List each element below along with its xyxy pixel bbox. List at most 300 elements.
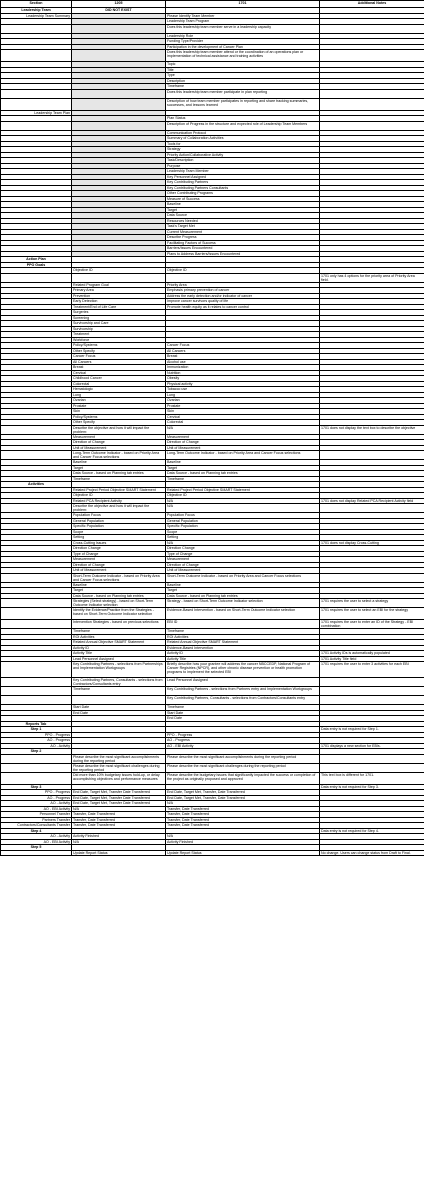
notes-cell: 1701 does not display Cross-Cutting [320,540,424,546]
table-row [1,763,424,772]
col-1701-cell: Key Contributing Partners - selections from Partners entry and Implementation Workgroups [166,687,320,696]
col-1205-cell: Identify the Evidence/Practice from the Strategies - based on Short-Term Outcome Indicator selection [72,608,166,620]
section-cell: Step 2 [1,749,72,755]
col-1205-cell: Colorectal [72,381,166,387]
col-1701-cell: Leadership Role [166,33,320,39]
notes-cell: 1701 Activity IDs is automatically populated [320,651,424,657]
col-1701-cell: Obesity [166,376,320,382]
col-1701-cell: Summary of Collaboration Activities [166,136,320,142]
section-cell: Step 1 [1,727,72,733]
section-cell: AO - Progress [1,738,72,744]
col-1205-cell: Prostate [72,403,166,409]
notes-cell [320,687,424,696]
section-cell: Action Plan [1,257,72,263]
col-1205-cell: Unit of Measurement [72,568,166,574]
col-1701-cell: Key Personnel Assigned [166,174,320,180]
column-header-section: Section [1,1,72,8]
section-cell: PPO Goals [1,262,72,268]
col-1701-cell: Measurement [166,434,320,440]
table-row [1,620,424,629]
col-1701-cell: Direction of Change [166,440,320,446]
col-1205-cell: Describe the objective and how it will impact the problem: [72,425,166,434]
notes-cell: Data entry is not required for Step 3. [320,784,424,790]
section-cell [1,754,72,763]
notes-cell [320,24,424,33]
col-1205-cell: N/A [72,839,166,845]
col-1701-cell: Activity Title [166,656,320,662]
col-1205-cell: Short-Term Outcome Indicator - based on Priority Area and Cancer Focus selections [72,573,166,582]
header-row [1,1,424,8]
col-1701-cell: Key Contributing Partners [166,180,320,186]
col-1205-cell: ROI Activities [72,634,166,640]
section-cell [1,425,72,434]
section-cell: Contractors/Consultants Transfer [1,823,72,829]
col-1701-cell: Task's Target Met [166,224,320,230]
col-1205-cell: Did more than 10% budgetary issues hold-up, or delay accomplishing objectives and performance measures [72,772,166,784]
notes-cell: 1701 requires the user to enter 3 activities for each EBI [320,662,424,678]
col-1205-cell: Workforce [72,337,166,343]
col-1701-cell: Title [166,67,320,73]
col-1701-cell: Nutrition [166,370,320,376]
notes-cell: 1701 requires the user to select an EBI for the strategy [320,608,424,620]
col-1205-cell: DID NOT EXIST [72,8,166,14]
col-1701-cell: End Date, Target Met, Transfer, Date Transferred [166,795,320,801]
notes-cell [320,573,424,582]
col-1701-cell: Please describe the budgetary issues that significantly impacted the success or completion of the project as originally proposed and approved [166,772,320,784]
col-1701-cell: Promote health equity as it relates to cancer control [166,304,320,310]
col-1205-cell: General Population [72,518,166,524]
col-1701-cell: Scope [166,529,320,535]
col-1205-cell: Transfer, Date Transferred [72,817,166,823]
col-1701-cell: Cervical [166,414,320,420]
col-1701-cell: ROI Activities [166,634,320,640]
notes-cell [320,451,424,460]
col-1701-cell: All Cancers [166,348,320,354]
col-1701-cell: Strategy - based on Short-Term Outcome Indicator selection [166,599,320,608]
col-1701-cell: Current Measurement [166,229,320,235]
col-1701-cell: Strategy [166,147,320,153]
col-1701-cell: N/A [166,498,320,504]
col-1701-cell: Purpose [166,163,320,169]
col-1701-cell: Improve cancer survivors quality of life [166,299,320,305]
col-1701-cell: Data Source [166,213,320,219]
table-row [1,98,424,110]
table-row [1,772,424,784]
col-1205-cell: Objective ID [72,493,166,499]
notes-cell: 1701 requires the user to enter an ID of the Strategy - EBI combination [320,620,424,629]
col-1701-cell: Cancer Focus [166,343,320,349]
col-1701-cell: N/A [166,834,320,840]
col-1205-cell: Unit of Measurement [72,445,166,451]
notes-cell: 1701 Activity Title field [320,656,424,662]
section-cell: Leadership Team [1,8,72,14]
col-1701-cell: Transfer, Date Transferred [166,812,320,818]
section-cell: AO - EBI Activity [1,839,72,845]
section-cell [1,696,72,705]
col-1701-cell: Communication Protocol [166,130,320,136]
col-1205-cell: Other Specify [72,348,166,354]
col-1205-cell: Update Report Status [72,850,166,856]
table-row [1,425,424,434]
section-cell: Personnel Transfer [1,812,72,818]
col-1701-cell: Breast [166,354,320,360]
column-header-notes: Additional Notes [320,1,424,8]
col-1701-cell: AO - EBI Activity [166,743,320,749]
col-1701-cell: Timeframe [166,84,320,90]
table-row [1,754,424,763]
col-1205-cell: Data Source - based on Planning tab entries [72,593,166,599]
col-1701-cell: Task/Description [166,158,320,164]
table-row [1,504,424,513]
col-1701-cell: Emphasis primary prevention of cancer [166,288,320,294]
col-1701-cell: Other Contributing Programs [166,191,320,197]
col-1701-cell: Baseline [166,202,320,208]
col-1205-cell: Target [72,465,166,471]
table-row [1,678,424,687]
notes-cell: 1701 does not display the text box to describe the objective [320,425,424,434]
section-cell [1,50,72,62]
col-1205-cell: Strategies (Select strategy) - based on Short-Term Outcome Indicator selection [72,599,166,608]
col-1701-cell: Evidence-Based Intervention [166,645,320,651]
col-1701-cell: End Date [166,716,320,722]
col-1701-cell: Objective ID [166,268,320,274]
notes-cell [320,696,424,705]
col-1701-cell: Please Identify Team Member [166,13,320,19]
notes-cell [320,89,424,98]
col-1205-cell: Timeframe [72,629,166,635]
col-1701-cell: Please describe the most significant accomplishments during the reporting period [166,754,320,763]
section-cell: Leadership Team Plan [1,110,72,116]
section-cell [1,620,72,629]
col-1205-cell: Target [72,588,166,594]
col-1701-cell: N/A [166,504,320,513]
col-1205-cell: All Cancers [72,359,166,365]
col-1205-cell: Type of Change [72,551,166,557]
col-1701-cell: Description of Progress in the structure and expected role of Leadership Team Members [166,121,320,130]
col-1701-cell: Direction Change [166,546,320,552]
table-row [1,50,424,62]
section-cell: Reports Tab [1,721,72,727]
col-1701-cell: Facilitating Factors of Success [166,240,320,246]
col-1701-cell: Key Contributing Partners Consultants [166,185,320,191]
col-1205-cell: Treatment [72,332,166,338]
section-cell: Activities [1,482,72,488]
col-1701-cell: Unit of Measurement [166,568,320,574]
section-cell: Partners Transfer [1,817,72,823]
col-1205-cell: Related PCA Recipient Activity [72,498,166,504]
notes-cell [320,98,424,110]
notes-cell: 1701 only has 4 options for the priority area of Priority Area field. [320,273,424,282]
col-1205-cell: Key Contributing Partners - selections from Partnerships and Implementation Workgroups [72,662,166,678]
col-1205-cell: Specific Population [72,524,166,530]
section-cell [1,273,72,282]
col-1205-cell: Activity ID [72,645,166,651]
column-header-1205: 1205 [72,1,166,8]
col-1701-cell: Baseline [166,582,320,588]
col-1701-cell: Long-Term Outcome Indicator - based on Priority Area and Cancer Focus selections [166,451,320,460]
col-1701-cell: Setting [166,535,320,541]
col-1205-cell: Intervention Strategies - based on previous selections [72,620,166,629]
notes-cell: 1701 does not display Related PCA Recipient Activity field [320,498,424,504]
notes-cell [320,504,424,513]
col-1701-cell: Description [166,78,320,84]
col-1701-cell: Plans to Address Barriers/Issues Encountered [166,251,320,257]
section-cell [1,573,72,582]
col-1701-cell: General Population [166,518,320,524]
section-cell: Step 4 [1,828,72,834]
notes-cell: 1701 requires the user to select a strategy [320,599,424,608]
table-row [1,850,424,856]
col-1701-cell: Skin [166,409,320,415]
section-cell: PPO - Progress [1,790,72,796]
col-1701-cell: Lung [166,392,320,398]
section-cell: AO - Activity [1,801,72,807]
col-1205-cell: Surgeries [72,310,166,316]
col-1701-cell: PPO - Progress [166,732,320,738]
col-1701-cell: Transfer, Date Transferred [166,806,320,812]
section-cell [1,504,72,513]
col-1205-cell: End Date, Target Met, Transfer Date Transferred [72,801,166,807]
section-cell: AO - Progress [1,795,72,801]
col-1205-cell: Screening [72,315,166,321]
section-cell [1,662,72,678]
notes-cell [320,50,424,62]
col-1205-cell: Timeframe [72,687,166,696]
col-1205-cell: Transfer, Date Transferred [72,823,166,829]
notes-cell: No change. Users can change status from Draft to Final. [320,850,424,856]
section-cell: AO - Activity [1,834,72,840]
col-1205-cell: Lead Personnel Assigned [72,656,166,662]
col-1701-cell: Physical activity [166,381,320,387]
col-1205-cell: Key Contributing Partners, Consultants - selections from Contractors/Consultants entry [72,678,166,687]
col-1701-cell: Immunization [166,365,320,371]
col-1205-cell [72,89,166,98]
col-1701-cell: Evidence-Based Intervention - based on Short-Term Outcome Indicator selection [166,608,320,620]
section-cell: AO - Activity [1,743,72,749]
col-1205-cell: Setting [72,535,166,541]
col-1205-cell: Treatment/End of Life Care [72,304,166,310]
col-1205-cell: Early Detection [72,299,166,305]
col-1701-cell: Address the early detection and/or indicator of cancer [166,293,320,299]
col-1205-cell: Transfer, Date Transferred [72,812,166,818]
col-1701-cell: N/A [166,540,320,546]
table-row [1,573,424,582]
col-1701-cell: Timeframe [166,476,320,482]
section-cell [1,772,72,784]
col-1205-cell: Lung [72,392,166,398]
col-1205-cell [72,273,166,282]
col-1205-cell: Direction of Change [72,440,166,446]
section-cell [1,599,72,608]
col-1205-cell: Other Specify [72,420,166,426]
col-1205-cell [72,24,166,33]
table-row [1,24,424,33]
notes-cell [320,763,424,772]
col-1205-cell: End Date, Target Met, Transfer Date Transferred [72,790,166,796]
col-1205-cell: Direction Change [72,546,166,552]
section-cell: PPO - Progress [1,732,72,738]
notes-cell [320,121,424,130]
col-1701-cell: AO - Progress [166,738,320,744]
col-1205-cell: Related Annual Objective SMART Statement [72,640,166,646]
notes-cell: This text box is different for 1701. [320,772,424,784]
col-1701-cell: Activity Finished [166,839,320,845]
col-1701-cell: Alcohol use [166,359,320,365]
col-1205-cell: Data Source - based on Planning tab entries [72,471,166,477]
col-1701-cell: Prostate [166,403,320,409]
col-1205-cell: End Date [72,710,166,716]
table-row [1,89,424,98]
col-1701-cell: Leadership Team Program [166,19,320,25]
col-1205-cell: Cancer Focus [72,354,166,360]
section-cell: AO - EBI Activity [1,806,72,812]
col-1701-cell: Type of Change [166,551,320,557]
col-1701-cell: Objective ID [166,493,320,499]
section-cell [1,763,72,772]
col-1205-cell [72,696,166,705]
notes-cell: 1701 displays a new section for EBIs. [320,743,424,749]
col-1701-cell: Start Date [166,710,320,716]
col-1701-cell: Data Source - based on Planning tab entries [166,471,320,477]
col-1701-cell: Activity ID [166,651,320,657]
col-1701-cell: Funding Type/Provider [166,39,320,45]
col-1205-cell: Activity Title [72,651,166,657]
col-1205-cell: Hematologic [72,387,166,393]
col-1701-cell: Target [166,588,320,594]
section-cell [1,850,72,856]
col-1701-cell: Lead Personnel Assigned [166,678,320,687]
notes-cell [320,678,424,687]
col-1701-cell: Transfer, Date Transferred [166,817,320,823]
col-1701-cell: Does this leadership team member attend or the coordination of an operations plan or implementation of technical assistance and training activities [166,50,320,62]
col-1205-cell: Objective ID [72,268,166,274]
col-1701-cell: Baseline [166,460,320,466]
section-cell [1,678,72,687]
section-cell [1,608,72,620]
notes-cell: Data entry is not required for Step 4. [320,828,424,834]
col-1205-cell [72,98,166,110]
col-1205-cell: Breast [72,365,166,371]
section-cell: Step 5 [1,845,72,851]
col-1205-cell: Measurement [72,434,166,440]
col-1205-cell: Cervical [72,370,166,376]
table-row [1,451,424,460]
col-1701-cell: Measurement [166,557,320,563]
col-1205-cell: Direction of Change [72,562,166,568]
table-row [1,687,424,696]
col-1205-cell: Scope [72,529,166,535]
col-1205-cell: Cross-Cutting Issues [72,540,166,546]
col-1205-cell: Skin [72,409,166,415]
section-cell [1,451,72,460]
col-1205-cell: Baseline [72,460,166,466]
col-1701-cell: Priority Action/Collaborative Activity [166,152,320,158]
col-1205-cell: Measurement [72,557,166,563]
col-1701-cell: Resources Needed [166,218,320,224]
col-1701-cell: Timeframe [166,629,320,635]
col-1701-cell: Ovarian [166,398,320,404]
col-1701-cell: Tools for [166,141,320,147]
col-1205-cell [72,50,166,62]
col-1701-cell: Plan Status [166,116,320,122]
col-1205-cell: Prevention [72,293,166,299]
table-row [1,121,424,130]
section-cell: Leadership Team Summary [1,13,72,19]
col-1701-cell: Leadership Team Member [166,169,320,175]
col-1701-cell: Update Report Status [166,850,320,856]
col-1205-cell: Primary Area [72,288,166,294]
table-body [1,8,424,856]
col-1701-cell: Transfer, Date Transferred [166,823,320,829]
col-1205-cell: Timeframe [72,476,166,482]
col-1701-cell: Timeframe [166,705,320,711]
col-1701-cell: Please describe the most significant challenges during the reporting period [166,763,320,772]
col-1205-cell: Survivorship and Care [72,321,166,327]
section-cell: Step 3 [1,784,72,790]
col-1701-cell: Direction of Change [166,562,320,568]
col-1205-cell: Start Date [72,705,166,711]
column-header-1701: 1701 [166,1,320,8]
col-1701-cell: Measure of Success [166,196,320,202]
col-1205-cell: Survivorship [72,326,166,332]
table-row [1,662,424,678]
col-1701-cell: Colorectal [166,420,320,426]
col-1205-cell: Describe the objective and how it will impact the problem: [72,504,166,513]
col-1701-cell [166,273,320,282]
col-1701-cell: Unit of Measurement [166,445,320,451]
col-1205-cell: Please describe the most significant challenges during the reporting period [72,763,166,772]
col-1701-cell: Describe Progress [166,235,320,241]
section-cell [1,24,72,33]
col-1701-cell: Does this leadership team member participate in plan reporting [166,89,320,98]
col-1205-cell: Policy/Systems [72,343,166,349]
table-row [1,608,424,620]
col-1205-cell: Policy/Systems [72,414,166,420]
section-cell [1,687,72,696]
col-1701-cell: Short-Term Outcome Indicator - based on Priority Area and Cancer Focus selections [166,573,320,582]
col-1701-cell: Population Focus [166,513,320,519]
col-1205-cell [72,121,166,130]
col-1701-cell: EBI ID [166,620,320,629]
col-1701-cell: Related Annual Objective SMART Statement [166,640,320,646]
col-1701-cell: Type [166,73,320,79]
col-1701-cell: Data Source - based on Planning tab entries [166,593,320,599]
col-1701-cell: Briefly describe how your grantee will address the cancer NBCCEDP, National Program of Cancer Registries (NPCR), and other chronic disease prevention or health promotion programs to implement the selected EBI [166,662,320,678]
col-1205-cell: End Date, Target Met, Transfer Date Transferred [72,795,166,801]
col-1701-cell: Topic [166,62,320,68]
notes-cell [320,754,424,763]
col-1701-cell: Does this leadership team member serve in a leadership capacity [166,24,320,33]
col-1701-cell: N/A [166,801,320,807]
table-row [1,599,424,608]
col-1701-cell: Description of how team member participates in reporting and share tracking summaries, successes, and lessons learned [166,98,320,110]
col-1205-cell: Activity Finished [72,834,166,840]
col-1701-cell: Target [166,207,320,213]
col-1205-cell: Related Project Period Objective SMART Statement [72,487,166,493]
col-1701-cell: N/A [166,425,320,434]
table-row [1,273,424,282]
col-1701-cell: Priority Area [166,282,320,288]
col-1205-cell: Please describe the most significant accomplishments during the reporting period [72,754,166,763]
section-cell [1,98,72,110]
col-1701-cell: Key Contributing Partners, Consultants - selections from Contractors/Consultants entry [166,696,320,705]
col-1205-cell: Long-Term Outcome Indicator - based on Priority Area and Cancer Focus selections [72,451,166,460]
col-1701-cell: Barriers/Issues Encountered [166,246,320,252]
notes-cell: Data entry is not required for Step 1. [320,727,424,733]
col-1701-cell: Target [166,465,320,471]
col-1701-cell: Tobacco use [166,387,320,393]
col-1205-cell: Baseline [72,582,166,588]
